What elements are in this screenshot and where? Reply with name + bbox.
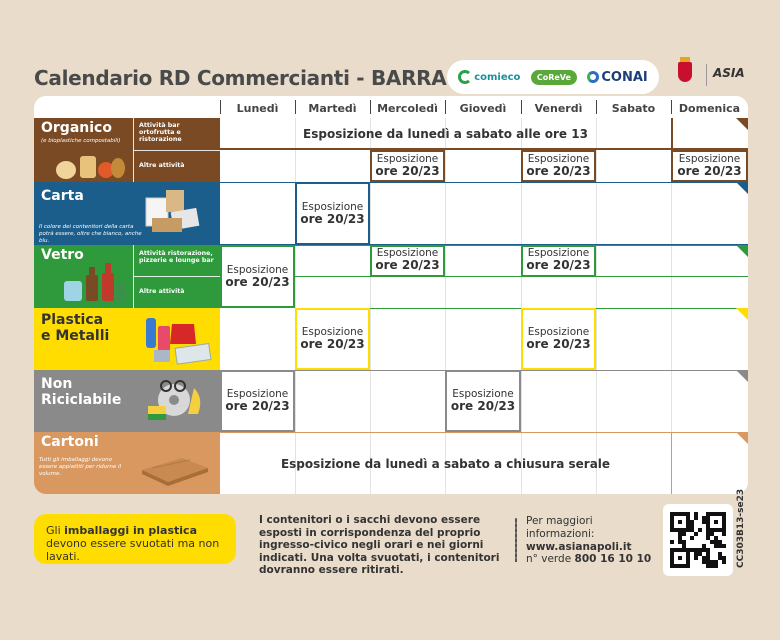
organico-cell-sun-text: Esposizione ore 20/23 (677, 153, 742, 178)
tip-bold-text: imballaggi in plastica (64, 524, 197, 537)
row-divider (295, 370, 748, 371)
subgroup-label: Altre attività (139, 288, 185, 295)
category-name: Carta (41, 188, 84, 204)
subgroup-label: Attività ristorazione, pizzerie e lounge bar (139, 250, 214, 265)
row-corner (736, 118, 748, 130)
category-subtitle: (e bioplastiche compostabili) (41, 138, 121, 144)
organic-waste-icon (52, 148, 130, 180)
dotted-divider (515, 518, 517, 562)
subgroup-label: Attività bar ortofrutta e ristorazione (139, 122, 182, 144)
paper-waste-icon (140, 184, 208, 240)
contact-info (526, 515, 651, 566)
row-corner (736, 308, 748, 320)
plastica-cell-tue-text: Esposizione ore 20/23 (300, 326, 365, 351)
category-name: Cartoni (41, 434, 99, 450)
day-header-tue: Martedì (308, 102, 357, 115)
day-header-mon: Lunedì (236, 102, 279, 115)
logo-divider (706, 64, 707, 86)
organico-cell-fri-text: Esposizione ore 20/23 (526, 153, 591, 178)
day-header-fri: Venerdì (534, 102, 583, 115)
tip-text: Gli (46, 524, 65, 537)
website-link[interactable]: www.asianapoli.it (526, 540, 632, 553)
partner-logos (447, 60, 659, 94)
row-corner (736, 182, 748, 194)
day-header-sat: Sabato (611, 102, 656, 115)
nonric-cell-thu-text: Esposizione ore 20/23 (450, 388, 516, 413)
coreve-logo: CoReVe (531, 70, 577, 85)
day-header-sun: Domenica (678, 102, 741, 115)
document-code: CC303B13-se23 (736, 488, 746, 568)
cartoni-wide-text: Esposizione da lunedì a sabato a chiusura serale (280, 457, 611, 471)
comieco-icon (458, 70, 472, 84)
comieco-label: comieco (474, 71, 521, 83)
plastic-metal-waste-icon (142, 312, 214, 366)
conai-icon (587, 71, 599, 83)
vetro-cell-mon-text: Esposizione ore 20/23 (225, 264, 290, 289)
qr-code[interactable] (663, 504, 733, 576)
nonric-cell-mon-text: Esposizione ore 20/23 (225, 388, 290, 413)
subgroup-label: Altre attività (139, 162, 185, 169)
napoli-coat-icon (678, 62, 692, 82)
row-corner (736, 370, 748, 382)
cardboard-icon (138, 452, 210, 488)
conai-logo (587, 70, 647, 85)
vetro-cell-wed-text: Esposizione ore 20/23 (375, 247, 440, 272)
category-vetro (34, 245, 220, 308)
page-title: Calendario RD Commercianti - BARRA (34, 66, 447, 90)
qr-module (722, 564, 726, 568)
glass-waste-icon (60, 259, 130, 307)
organico-subgroup-b (133, 150, 220, 182)
vetro-subgroup-b (133, 276, 220, 308)
info-label: informazioni: (526, 527, 595, 540)
category-carta (34, 182, 220, 245)
day-header-thu: Giovedì (459, 102, 507, 115)
non-recyclable-waste-icon (144, 376, 214, 428)
organico-wide-text: Esposizione da lunedì a sabato alle ore 13 (303, 127, 588, 141)
category-name: Plastica e Metalli (41, 312, 110, 344)
row-corner (736, 432, 748, 444)
carta-cell-tue-text: Esposizione ore 20/23 (300, 201, 365, 226)
phone-number[interactable]: 800 16 10 10 (574, 553, 652, 566)
category-plastica (34, 308, 220, 370)
exposure-instructions: I contenitori o i sacchi devono essere esposti in corrispondenza del proprio ingresso-civico negli orari e nei giorni indicati. Una volta svuotati, i contenitori dovranno essere ritirati. (259, 514, 500, 577)
vetro-subgroup-a (133, 245, 220, 276)
vetro-cell-fri-text: Esposizione ore 20/23 (526, 247, 591, 272)
phone-label: n° verde (526, 553, 575, 566)
info-label: Per maggiori (526, 515, 593, 527)
category-note: Il colore dei contenitori della carta potrà essere, oltre che bianco, anche blu. (39, 224, 142, 244)
carta-row-frame (220, 182, 748, 245)
category-non-riciclabile (34, 370, 220, 432)
plastic-tip-box (34, 514, 236, 564)
calendar-table (34, 96, 748, 494)
row-corner (736, 245, 748, 257)
category-name: Organico (41, 120, 112, 136)
category-name: Non Riciclabile (41, 376, 122, 408)
organico-cell-wed-text: Esposizione ore 20/23 (375, 153, 440, 178)
conai-label: CONAI (601, 69, 648, 85)
day-header-wed: Mercoledì (377, 102, 438, 115)
comieco-logo (458, 70, 520, 84)
category-note: Tutti gli imballaggi devono essere appiattiti per ridurne il volume. (39, 457, 122, 477)
category-cartoni (34, 432, 220, 494)
tip-text: devono essere svuotati ma non lavati. (46, 537, 220, 563)
plastica-cell-fri-text: Esposizione ore 20/23 (526, 326, 591, 351)
category-name: Vetro (41, 247, 84, 263)
organico-subgroup-a (133, 118, 220, 150)
category-organico (34, 118, 220, 182)
asia-logo: ASIA (713, 66, 745, 80)
qr-code-icon (670, 512, 726, 568)
